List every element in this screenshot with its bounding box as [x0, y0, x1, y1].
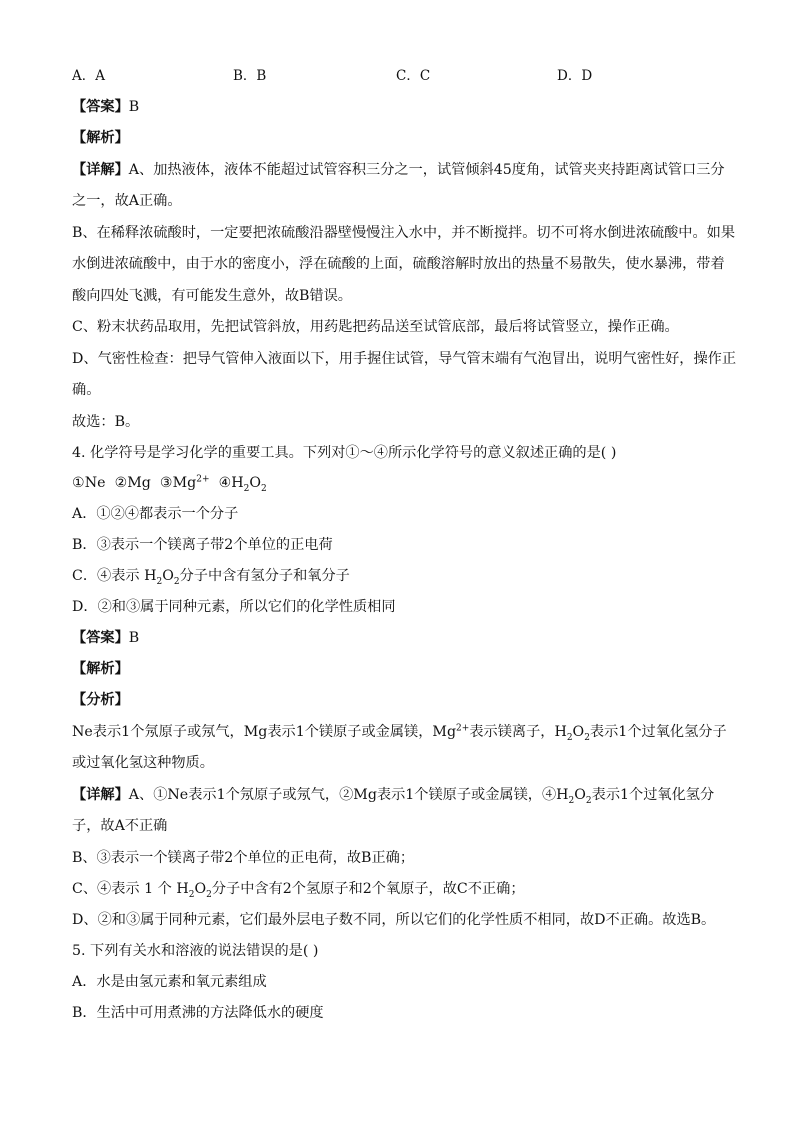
q4-detail-b: B、③表示一个镁离子带2个单位的正电荷，故B正确； — [72, 850, 415, 866]
q3-detail-a-2: 之一，故A正确。 — [72, 193, 182, 209]
option-b: B．B — [233, 68, 267, 84]
q4-fenxi-1 — [72, 722, 727, 742]
symbol-2: ②Mg — [114, 475, 151, 491]
q4-detail-a-2: 子，故A不正确 — [72, 818, 168, 834]
fenxi-post: 表示1个过氧化氢分子 — [589, 724, 727, 740]
detail-a-sub2: 2 — [585, 795, 592, 806]
detail-a-pre: A、①Ne表示1个氖原子或氖气，②Mg表示1个镁原子或金属镁，④H — [128, 787, 569, 803]
detail-tag: 【详解】 — [72, 162, 129, 178]
q3-detail-a — [72, 160, 725, 180]
q3-detail-b-1: B、在稀释浓硫酸时，一定要把浓硫酸沿器壁慢慢注入水中，并不断搅拌。切不可将水倒进浓硫酸中。如果 — [72, 225, 736, 241]
q5-stem: 5. 下列有关水和溶液的说法错误的是( ) — [72, 943, 319, 959]
symbol-3 — [160, 475, 210, 491]
detail-a-sub: 2 — [568, 795, 575, 806]
q4-option-c — [72, 566, 350, 586]
option-c-pre: C．④表示 H — [72, 568, 157, 584]
fenxi-charge: 2+ — [456, 723, 470, 734]
q4-answer — [72, 628, 139, 648]
option-c-post: 分子中含有氢分子和氧分子 — [179, 568, 350, 584]
q5-option-b: B．生活中可用煮沸的方法降低水的硬度 — [72, 1005, 324, 1021]
q4-option-d: D．②和③属于同种元素，所以它们的化学性质相同 — [72, 599, 396, 615]
symbol-4-o: O — [249, 475, 262, 491]
option-a: A．A — [72, 68, 105, 84]
q4-symbols — [72, 473, 267, 493]
q3-detail-b-2: 水倒进浓硫酸中，由于水的密度小，浮在硫酸的上面，硫酸溶解时放出的热量不易散失，使水暴沸，带着 — [72, 256, 725, 272]
q3-answer — [72, 97, 139, 117]
option-c-sub2: 2 — [173, 576, 180, 587]
fenxi-o: O — [572, 724, 585, 740]
symbol-3-text: ③Mg — [159, 475, 197, 491]
detail-c-post: 分子中含有2个氢原子和2个氧原子，故C不正确； — [211, 881, 525, 897]
q3-detail-b-3: 酸向四处飞溅，有可能发生意外，故B错误。 — [72, 288, 352, 304]
detail-a-post: 表示1个过氧化氢分 — [591, 787, 715, 803]
q4-option-a: A．①②④都表示一个分子 — [72, 506, 239, 522]
q4-fenxi-tag: 【分析】 — [72, 692, 129, 708]
answer-tag: 【答案】 — [72, 630, 129, 646]
fenxi-pre: Ne表示1个氖原子或氖气，Mg表示1个镁原子或金属镁，Mg — [72, 724, 457, 740]
symbol-4-h: ④H — [218, 475, 244, 491]
detail-c-pre: C、④表示 1 个 H — [72, 881, 189, 897]
q4-option-b: B．③表示一个镁离子带2个单位的正电荷 — [72, 537, 333, 553]
q4-analysis-tag: 【解析】 — [72, 661, 129, 677]
q4-fenxi-2: 或过氧化氢这种物质。 — [72, 755, 214, 771]
detail-tag: 【详解】 — [72, 787, 129, 803]
fenxi-mid: 表示镁离子，H — [469, 724, 567, 740]
detail-text: A、加热液体，液体不能超过试管容积三分之一，试管倾斜45度角，试管夹夹持距离试管口三分 — [128, 162, 725, 178]
q3-detail-d-1: D、气密性检查：把导气管伸入液面以下，用手握住试管，导气管末端有气泡冒出，说明气密性好，操作正 — [72, 351, 737, 367]
option-c: C．C — [396, 68, 431, 84]
answer-value: B — [128, 99, 140, 115]
q4-detail-a — [72, 785, 714, 805]
q4-detail-d: D、②和③属于同种元素，它们最外层电子数不同，所以它们的化学性质不相同，故D不正确。故选B。 — [72, 912, 716, 928]
symbol-4-sub: 2 — [243, 483, 250, 494]
q5-option-a: A．水是由氢元素和氧元素组成 — [72, 974, 267, 990]
symbol-3-charge: 2+ — [196, 474, 210, 485]
fenxi-sub: 2 — [566, 732, 573, 743]
answer-value: B — [128, 630, 140, 646]
q3-detail-d-2: 确。 — [72, 382, 101, 398]
symbol-4 — [218, 475, 267, 494]
q4-stem: 4. 化学符号是学习化学的重要工具。下列对①～④所示化学符号的意义叙述正确的是( ) — [72, 445, 617, 461]
option-c-o: O — [162, 568, 174, 584]
q3-analysis-tag: 【解析】 — [72, 130, 129, 146]
symbol-4-sub2: 2 — [261, 483, 267, 494]
symbol-1: ①Ne — [72, 475, 106, 491]
q3-conclusion: 故选：B。 — [72, 414, 140, 430]
fenxi-sub2: 2 — [584, 732, 590, 743]
detail-c-sub2: 2 — [206, 889, 212, 900]
option-c-sub: 2 — [156, 576, 163, 587]
detail-a-o: O — [574, 787, 586, 803]
detail-c-sub: 2 — [188, 889, 195, 900]
detail-c-o: O — [194, 881, 207, 897]
answer-tag: 【答案】 — [72, 99, 129, 115]
q3-detail-c: C、粉末状药品取用，先把试管斜放，用药匙把药品送至试管底部，最后将试管竖立，操作正确。 — [72, 319, 679, 335]
q4-detail-c — [72, 879, 525, 899]
option-d: D．D — [557, 68, 593, 84]
